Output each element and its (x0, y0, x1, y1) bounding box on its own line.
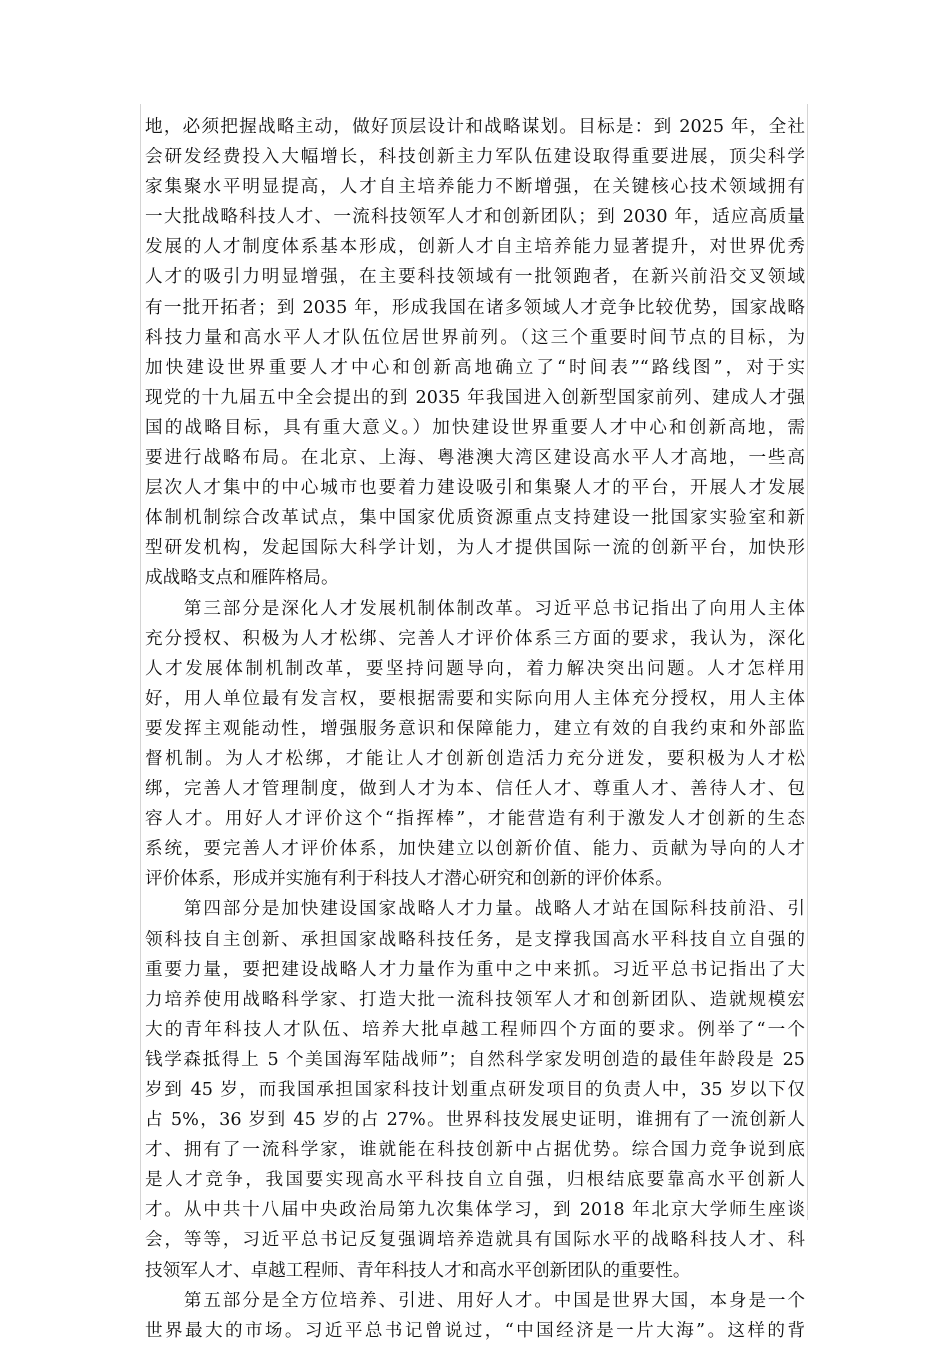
text-line: 才、拥有了一流科学家，谁就能在科技创新中占据优势。综合国力竞争说到底 (145, 1140, 805, 1161)
text-line: 发展的人才制度体系基本形成，创新人才自主培养能力显著提升，对世界优秀 (145, 237, 805, 258)
text-line: 成战略支点和雁阵格局。 (145, 568, 339, 589)
text-line: 钱学森抵得上 5 个美国海军陆战师”；自然科学家发明创造的最佳年龄段是 25 (145, 1049, 805, 1070)
text-line: 有一批开拓者；到 2035 年，形成我国在诸多领域人才竞争比较优势，国家战略 (145, 297, 805, 318)
text-line: 加快建设世界重要人才中心和创新高地确立了“时间表”“路线图”，对于实 (145, 357, 805, 378)
text-line: 地，必须把握战略主动，做好顶层设计和战略谋划。目标是：到 2025 年，全社 (145, 117, 805, 137)
text-line: 占 5%，36 岁到 45 岁的占 27%。世界科技发展史证明，谁拥有了一流创新人 (145, 1110, 805, 1131)
text-line: 家集聚水平明显提高，人才自主培养能力不断增强，在关键核心技术领域拥有 (145, 177, 805, 198)
text-line: 是人才竞争，我国要实现高水平科技自立自强，归根结底要靠高水平创新人 (145, 1170, 805, 1191)
document-body (145, 112, 805, 1346)
text-line: 科技力量和高水平人才队伍位居世界前列。（这三个重要时间节点的目标，为 (145, 327, 805, 348)
text-line: 型研发机构，发起国际大科学计划，为人才提供国际一流的创新平台，加快形 (145, 538, 805, 559)
text-line: 要进行战略布局。在北京、上海、粤港澳大湾区建设高水平人才高地，一些高 (145, 448, 805, 469)
text-line: 评价体系，形成并实施有利于科技人才潜心研究和创新的评价体系。 (145, 869, 673, 890)
text-line: 世界最大的市场。习近平总书记曾说过，“中国经济是一片大海”。这样的背 (145, 1320, 805, 1341)
text-line: 系统，要完善人才评价体系，加快建立以创新价值、能力、贡献为导向的人才 (145, 839, 805, 860)
text-line: 容人才。用好人才评价这个“指挥棒”，才能营造有利于激发人才创新的生态 (145, 809, 805, 830)
text-line: 层次人才集中的中心城市也要着力建设吸引和集聚人才的平台，开展人才发展 (145, 478, 805, 499)
text-line: 现党的十九届五中全会提出的到 2035 年我国进入创新型国家前列、建成人才强 (145, 387, 805, 408)
text-line: 才。从中共十八届中央政治局第九次集体学习，到 2018 年北京大学师生座谈 (145, 1200, 805, 1221)
text-line: 好，用人单位最有发言权，要根据需要和实际向用人主体充分授权，用人主体 (145, 688, 805, 709)
text-line: 岁到 45 岁，而我国承担国家科技计划重点研发项目的负责人中，35 岁以下仅 (145, 1080, 805, 1100)
text-line: 体制机制综合改革试点，集中国家优质资源重点支持建设一批国家实验室和新 (145, 508, 805, 529)
text-line: 第四部分是加快建设国家战略人才力量。战略人才站在国际科技前沿、引 (145, 899, 805, 920)
text-line: 会，等等，习近平总书记反复强调培养造就具有国际水平的战略科技人才、科 (145, 1230, 805, 1251)
text-line: 第五部分是全方位培养、引进、用好人才。中国是世界大国，本身是一个 (145, 1290, 805, 1311)
text-line: 会研发经费投入大幅增长，科技创新主力军队伍建设取得重要进展，顶尖科学 (145, 147, 805, 168)
text-line: 力培养使用战略科学家、打造大批一流科技领军人才和创新团队、造就规模宏 (145, 989, 805, 1010)
text-line: 大的青年科技人才队伍、培养大批卓越工程师四个方面的要求。例举了“一个 (145, 1019, 805, 1040)
text-line: 重要力量，要把建设战略人才力量作为重中之中来抓。习近平总书记指出了大 (145, 959, 805, 980)
text-line: 技领军人才、卓越工程师、青年科技人才和高水平创新团队的重要性。 (145, 1260, 691, 1281)
text-line: 领科技自主创新、承担国家战略科技任务，是支撑我国高水平科技自立自强的 (145, 929, 805, 950)
text-line: 国的战略目标，具有重大意义。）加快建设世界重要人才中心和创新高地，需 (145, 417, 805, 438)
text-line: 人才发展体制机制改革，要坚持问题导向，着力解决突出问题。人才怎样用 (145, 658, 805, 679)
text-line: 充分授权、积极为人才松绑、完善人才评价体系三方面的要求，我认为，深化 (145, 628, 805, 649)
text-line: 绑，完善人才管理制度，做到人才为本、信任人才、尊重人才、善待人才、包 (145, 779, 805, 800)
text-line: 督机制。为人才松绑，才能让人才创新创造活力充分迸发，要积极为人才松 (145, 748, 805, 769)
text-line: 人才的吸引力明显增强，在主要科技领域有一批领跑者，在新兴前沿交叉领域 (145, 267, 805, 288)
text-line: 要发挥主观能动性，增强服务意识和保障能力，建立有效的自我约束和外部监 (145, 718, 805, 739)
text-line: 第三部分是深化人才发展机制体制改革。习近平总书记指出了向用人主体 (145, 598, 805, 619)
text-line: 一大批战略科技人才、一流科技领军人才和创新团队；到 2030 年，适应高质量 (145, 207, 805, 228)
